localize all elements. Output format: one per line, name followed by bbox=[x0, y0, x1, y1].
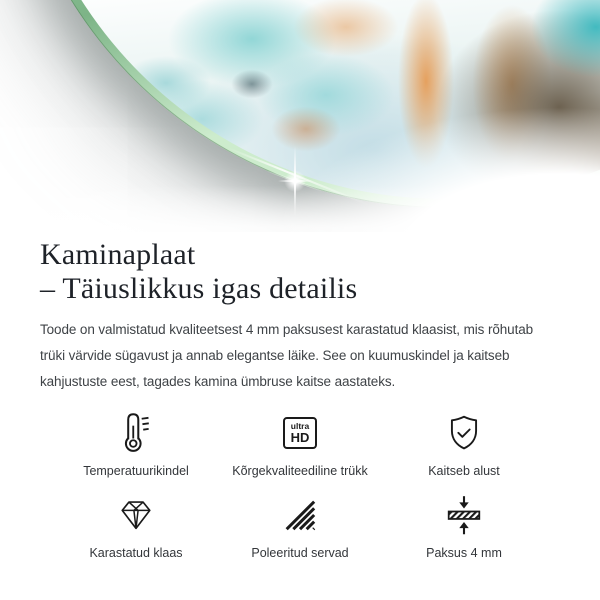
ultra-hd-icon bbox=[283, 411, 317, 455]
feature-label: Kaitseb alust bbox=[428, 464, 500, 478]
ultra-hd-text-top: ultra bbox=[290, 421, 310, 431]
glass-plate-artwork bbox=[14, 0, 600, 199]
feature-item-print-quality bbox=[218, 411, 382, 479]
ultra-hd-text-bottom: HD bbox=[290, 430, 310, 445]
feature-grid bbox=[54, 411, 546, 561]
feature-label: Kõrgekvaliteediline trükk bbox=[232, 464, 368, 478]
shield-check-icon bbox=[444, 411, 484, 455]
feature-label: Temperatuurikindel bbox=[83, 464, 189, 478]
polished-edges-icon bbox=[280, 493, 320, 537]
page-title-line2: – Täiuslikkus igas detailis bbox=[40, 272, 358, 305]
thermometer-icon bbox=[114, 411, 158, 455]
product-info-section bbox=[0, 238, 600, 561]
thickness-4mm-icon bbox=[443, 493, 485, 537]
feature-item-protects-base bbox=[382, 411, 546, 479]
page-title bbox=[40, 238, 560, 306]
feature-item-polished-edges bbox=[218, 493, 382, 561]
feature-label: Paksus 4 mm bbox=[426, 546, 502, 560]
diamond-icon bbox=[115, 493, 157, 537]
feature-label: Poleeritud servad bbox=[251, 546, 349, 560]
feature-item-tempered-glass bbox=[54, 493, 218, 561]
hero-image bbox=[0, 0, 600, 232]
feature-item-thickness bbox=[382, 493, 546, 561]
feature-label: Karastatud klaas bbox=[89, 546, 183, 560]
page-title-line1: Kaminaplaat bbox=[40, 238, 196, 271]
feature-item-temperature bbox=[54, 411, 218, 479]
product-description: Toode on valmistatud kvaliteetsest 4 mm paksusest karastatud klaasist, mis rõhutab trüki värvide sügavust ja annab elegantse läike. See on kuumuskindel ja kaitseb kahjustuste eest, tagades kamina ümbruse kaitse aastateks. bbox=[40, 322, 534, 389]
